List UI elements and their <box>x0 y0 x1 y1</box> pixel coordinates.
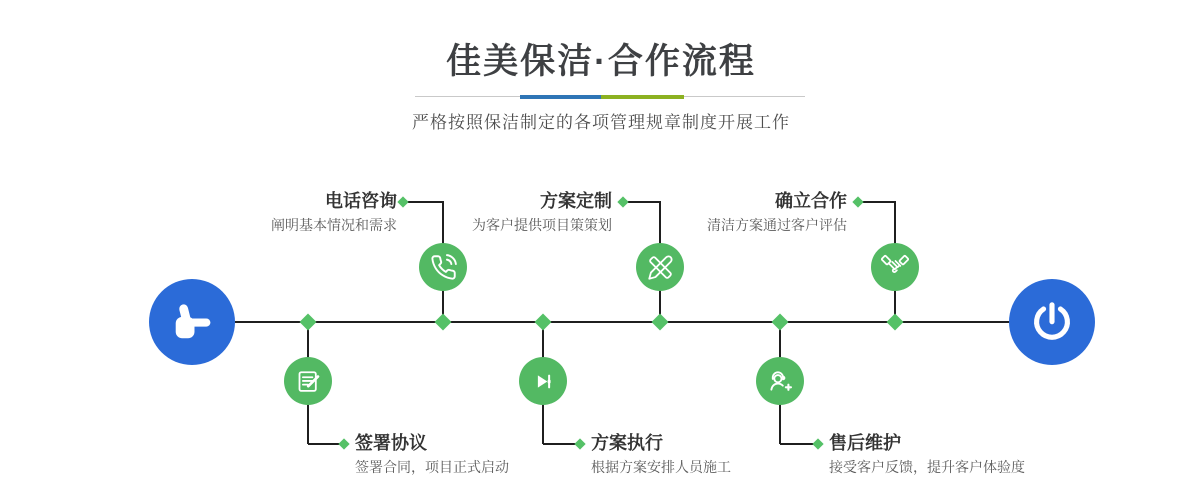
step-title: 售后维护 <box>829 433 901 453</box>
divider-green-segment <box>601 95 684 99</box>
pencil-ruler-icon <box>647 254 674 281</box>
step-node-plan-customize <box>636 243 684 291</box>
power-icon <box>1030 300 1074 344</box>
pointing-hand-icon <box>169 299 215 345</box>
connector <box>626 201 660 203</box>
page-subtitle: 严格按照保洁制定的各项管理规章制度开展工作 <box>412 113 790 132</box>
label-diamond <box>812 438 823 449</box>
label-diamond <box>852 196 863 207</box>
step-title: 确立合作 <box>775 191 847 211</box>
step-desc: 为客户提供项目策策划 <box>472 217 612 233</box>
step-label-phone-consult <box>271 191 397 233</box>
step-desc: 签署合同，项目正式启动 <box>355 459 509 475</box>
headset-plus-icon <box>766 367 794 395</box>
label-diamond <box>574 438 585 449</box>
step-title: 方案定制 <box>540 191 612 211</box>
label-diamond <box>617 196 628 207</box>
timeline-node-diamond <box>535 314 552 331</box>
contract-sign-icon <box>295 368 322 395</box>
timeline-node-diamond <box>652 314 669 331</box>
timeline-node-diamond <box>300 314 317 331</box>
step-desc: 清洁方案通过客户评估 <box>707 217 847 233</box>
step-label-plan-execute <box>591 433 731 475</box>
play-next-icon <box>530 368 557 395</box>
step-node-after-sales <box>756 357 804 405</box>
title-divider <box>415 94 805 100</box>
step-title: 电话咨询 <box>325 191 397 211</box>
step-node-phone-consult <box>419 243 467 291</box>
step-label-sign-agreement <box>355 433 509 475</box>
step-node-plan-execute <box>519 357 567 405</box>
step-title: 方案执行 <box>591 433 663 453</box>
phone-call-icon <box>430 254 457 281</box>
step-label-after-sales <box>829 433 1025 475</box>
step-node-confirm-cooperation <box>871 243 919 291</box>
timeline-node-diamond <box>887 314 904 331</box>
connector <box>861 201 895 203</box>
step-desc: 接受客户反馈，提升客户体验度 <box>829 459 1025 475</box>
timeline-node-diamond <box>435 314 452 331</box>
label-diamond <box>397 196 408 207</box>
step-node-sign-agreement <box>284 357 332 405</box>
step-title: 签署协议 <box>355 433 427 453</box>
start-node <box>149 279 235 365</box>
page-title: 佳美保洁·合作流程 <box>446 42 756 81</box>
handshake-icon <box>881 253 909 281</box>
end-node <box>1009 279 1095 365</box>
label-diamond <box>338 438 349 449</box>
divider-blue-segment <box>520 95 601 99</box>
step-desc: 根据方案安排人员施工 <box>591 459 731 475</box>
step-label-confirm-cooperation <box>707 191 847 233</box>
step-desc: 阐明基本情况和需求 <box>271 217 397 233</box>
step-label-plan-customize <box>472 191 612 233</box>
timeline-node-diamond <box>772 314 789 331</box>
connector <box>406 201 443 203</box>
